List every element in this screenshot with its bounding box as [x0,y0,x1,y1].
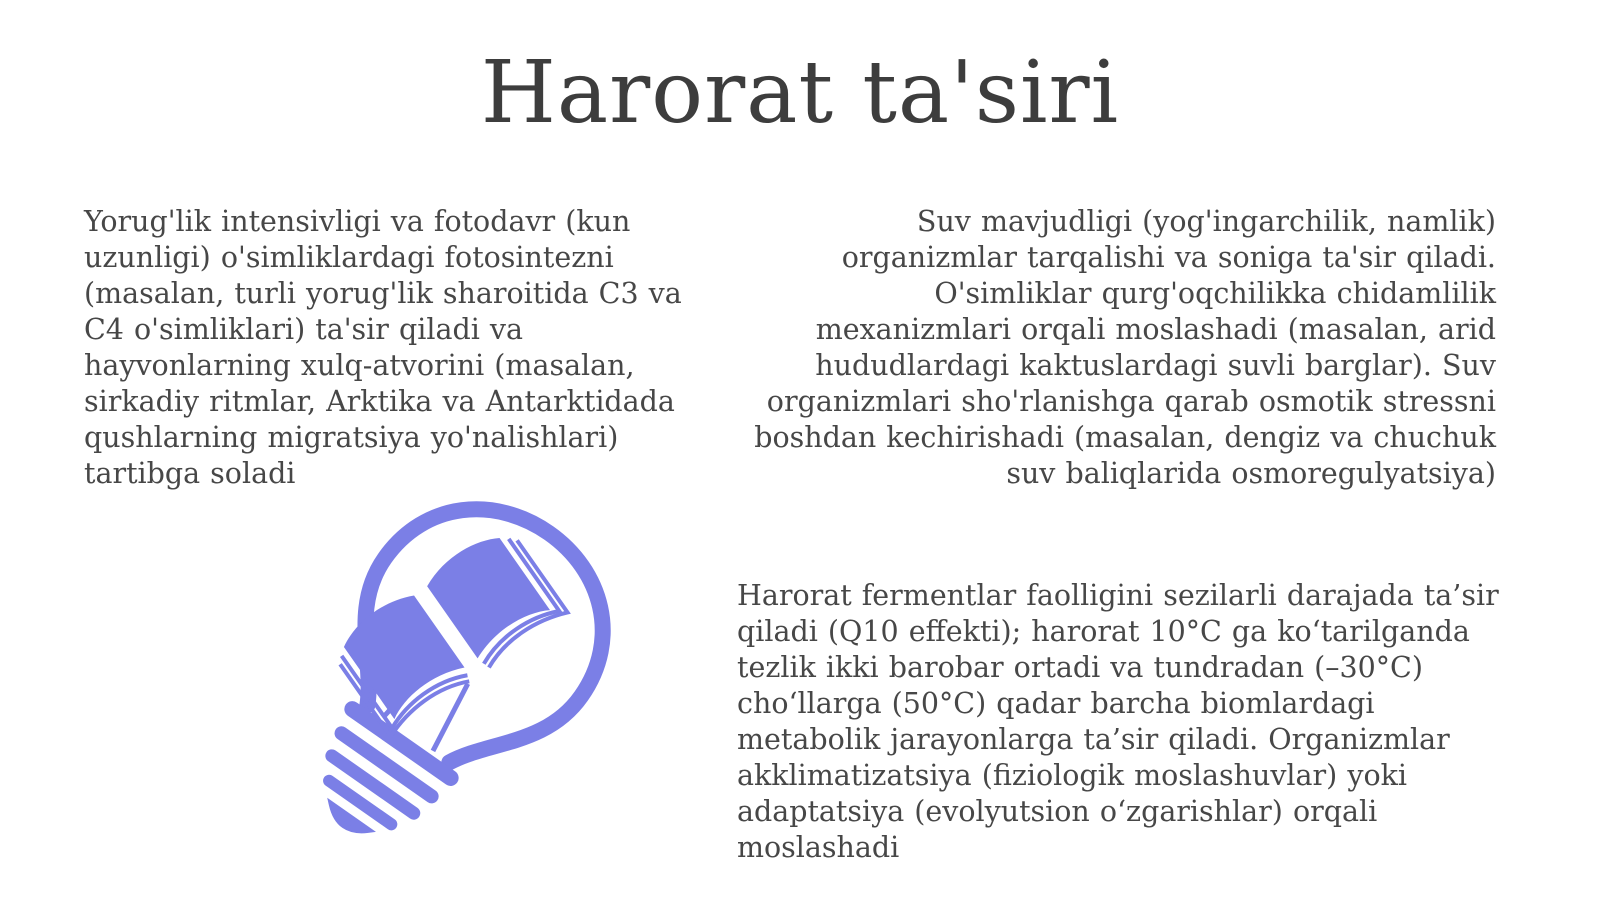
paragraph-temperature: Harorat fermentlar faolligini sezilarli darajada ta’sir qiladi (Q10 effekti); harorat 10°C ga ko‘tarilganda tezlik ikki barobar ortadi va tundradan (–30°C) cho‘llarga (50°C) qadar barcha biomlardagi metabolik jarayonlarga ta’sir qiladi. Organizmlar akklimatizatsiya (fiziologik moslashuvlar) yoki adaptatsiya (evolyutsion o‘zgarishlar) orqali moslashadi [737,579,1499,864]
paragraph-light: Yorug'lik intensivligi va fotodavr (kun uzunligi) o'simliklardagi fotosintezni (masalan, turli yorug'lik sharoitida C3 va C4 o'simliklari) ta'sir qiladi va hayvonlarning xulq-atvorini (masalan, sirkadiy ritmlar, Arktika va Antarktidada qushlarning migratsiya yo'nalishlari) tartibga soladi [84,205,682,490]
lightbulb-book-icon [200,500,620,860]
paragraph-water: Suv mavjudligi (yog'ingarchilik, namlik) organizmlar tarqalishi va soniga ta'sir qiladi. O'simliklar qurg'oqchilikka chidamlilik mexanizmlari orqali moslashadi (masalan, arid hududlardagi kaktuslardagi suvli barglar). Suv organizmlari sho'rlanishga qarab osmotik stressni boshdan kechirishadi (masalan, dengiz va chuchuk suv baliqlarida osmoregulyatsiya) [754,205,1496,490]
slide-title: Harorat ta'siri [480,43,1120,143]
